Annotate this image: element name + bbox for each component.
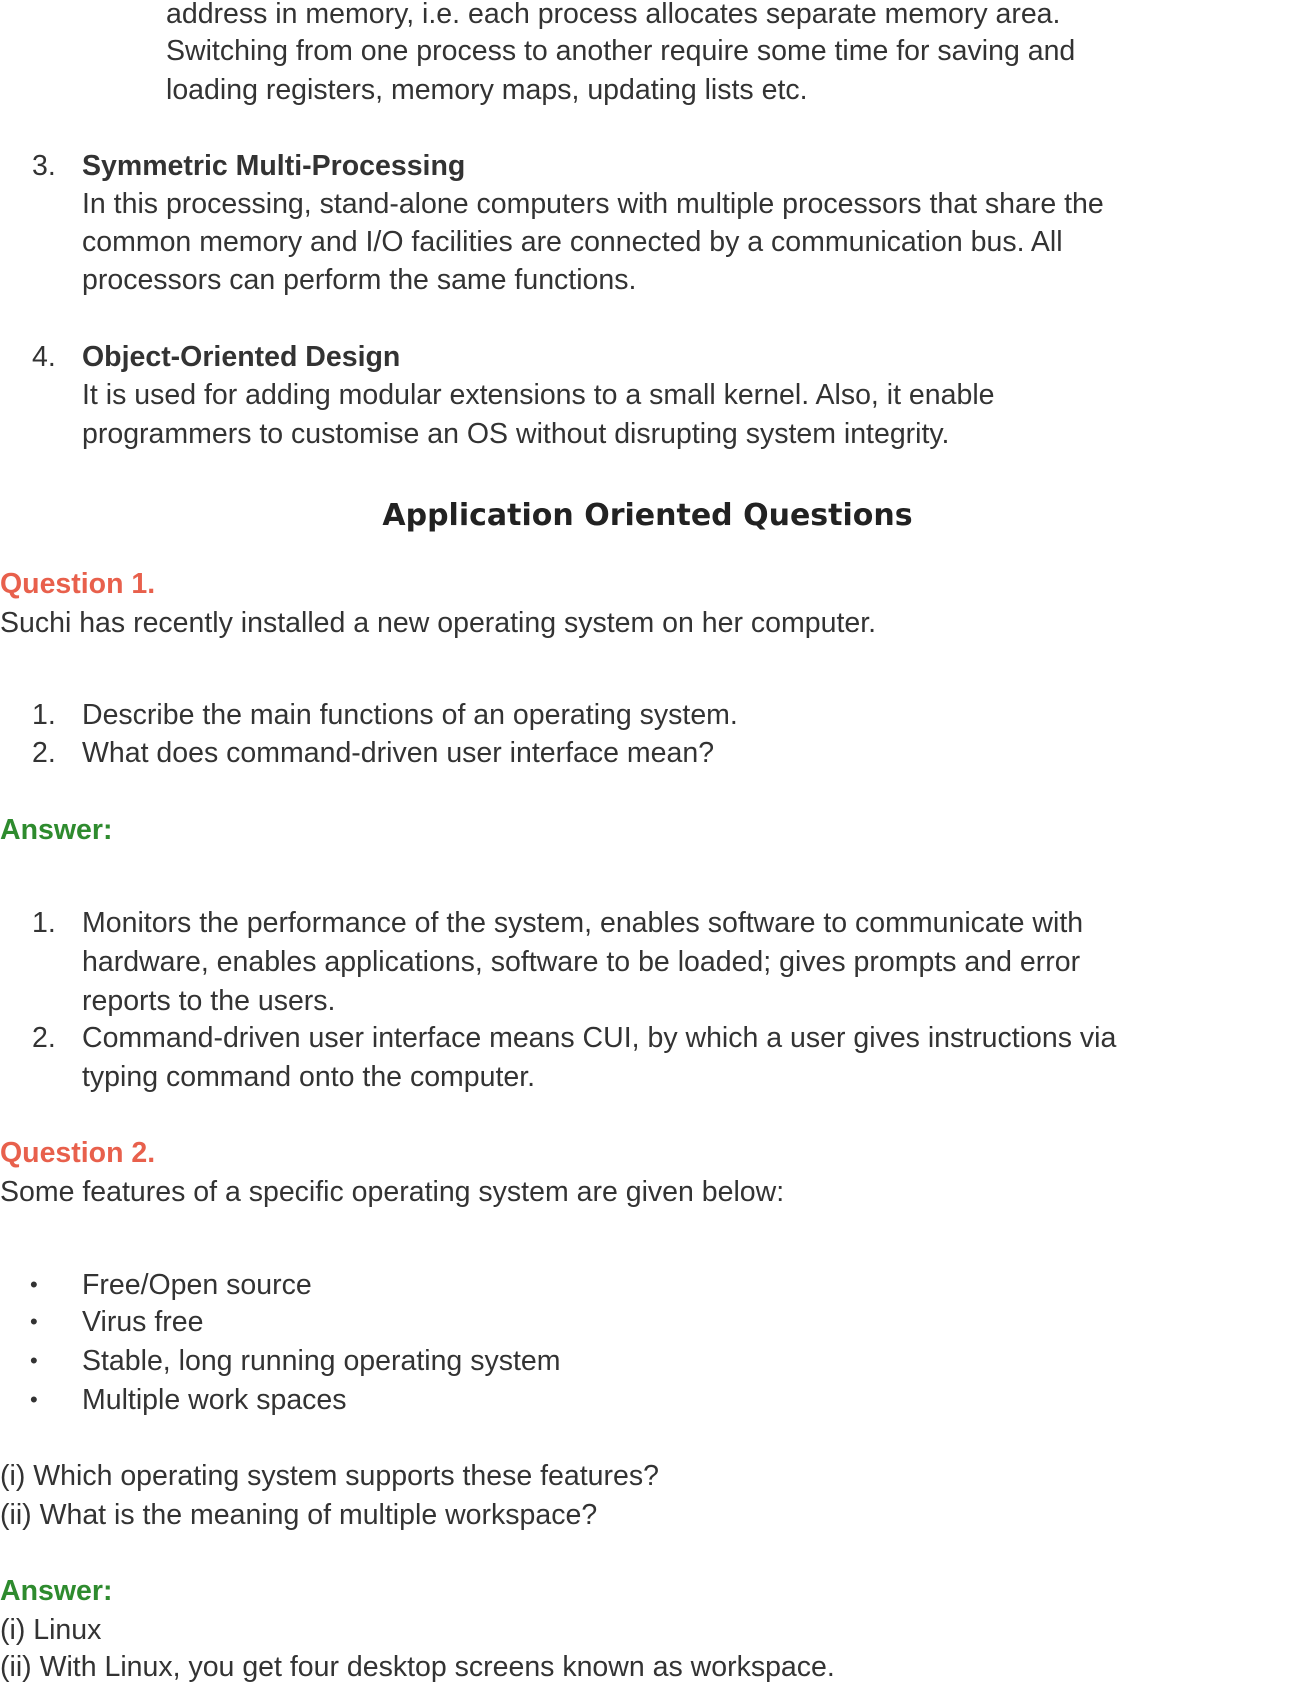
part-text: (i) Which operating system supports these features? [0,1460,659,1492]
item-heading: Symmetric Multi-Processing [82,150,466,182]
feature-item: Stable, long running operating system [82,1345,561,1377]
item-number: 3. [32,150,56,182]
answer-text: (i) Linux [0,1614,102,1646]
question-text: Some features of a specific operating system are given below: [0,1176,785,1208]
answer-number: 1. [32,907,56,939]
bullet-icon: • [30,1272,38,1297]
answer-label: Answer: [0,814,113,846]
text-line: programmers to customise an OS without disrupting system integrity. [82,418,950,450]
answer-text: (ii) With Linux, you get four desktop screens known as workspace. [0,1651,835,1683]
part-text: (ii) What is the meaning of multiple workspace? [0,1499,598,1531]
answer-label: Answer: [0,1575,113,1607]
bullet-icon: • [30,1387,38,1412]
question-label: Question 2. [0,1137,156,1169]
question-label: Question 1. [0,568,156,600]
text-line: Command-driven user interface means CUI, by which a user gives instructions via [82,1022,1117,1054]
text-line: It is used for adding modular extensions to a small kernel. Also, it enable [82,379,995,411]
text-line: Switching from one process to another require some time for saving and [166,35,1076,67]
feature-item: Multiple work spaces [82,1384,347,1416]
answer-number: 2. [32,1022,56,1054]
text-line: loading registers, memory maps, updating lists etc. [166,74,808,106]
text-line: typing command onto the computer. [82,1061,536,1093]
item-number: 4. [32,341,56,373]
feature-item: Virus free [82,1306,204,1338]
section-title: Application Oriented Questions [382,498,913,533]
text-line: common memory and I/O facilities are connected by a communication bus. All [82,226,1063,258]
bullet-icon: • [30,1348,38,1373]
text-line: processors can perform the same functions. [82,264,637,296]
text-line: Monitors the performance of the system, enables software to communicate with [82,907,1084,939]
part-number: 1. [32,699,56,731]
text-line: hardware, enables applications, software to be loaded; gives prompts and error [82,946,1081,978]
part-text: What does command-driven user interface mean? [82,737,715,769]
part-number: 2. [32,737,56,769]
text-line: In this processing, stand-alone computers with multiple processors that share the [82,188,1104,220]
feature-item: Free/Open source [82,1269,312,1301]
part-text: Describe the main functions of an operating system. [82,699,738,731]
item-heading: Object-Oriented Design [82,341,401,373]
bullet-icon: • [30,1309,38,1334]
text-line: reports to the users. [82,985,336,1017]
text-line: address in memory, i.e. each process allocates separate memory area. [166,0,1061,30]
question-text: Suchi has recently installed a new operating system on her computer. [0,607,877,639]
